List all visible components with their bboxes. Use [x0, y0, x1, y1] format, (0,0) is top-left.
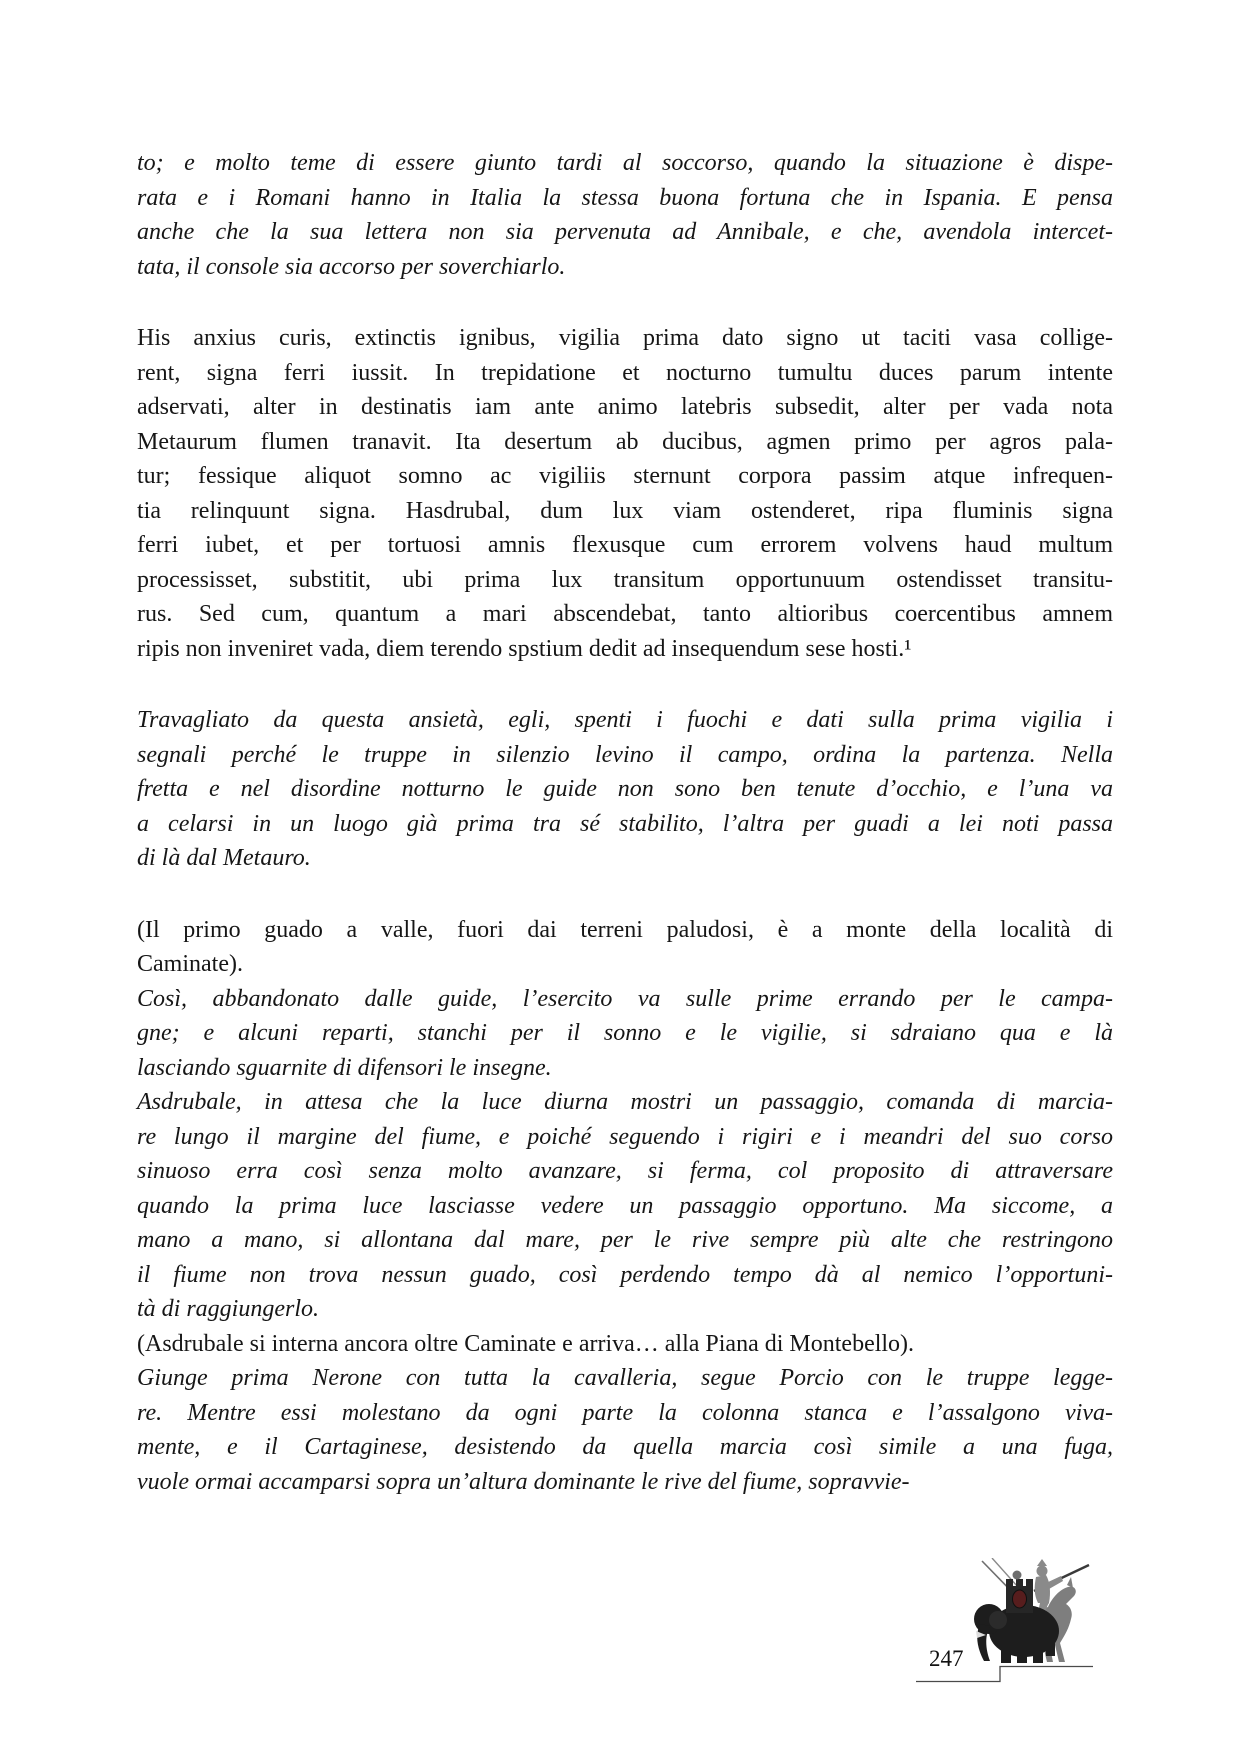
paragraph [137, 1361, 1113, 1499]
text-line: quando la prima luce lasciasse vedere un passaggio opportuno. Ma siccome, a [137, 1192, 1113, 1219]
text-line: adservati, alter in destinatis iam ante animo latebris subsedit, alter per vada nota [137, 394, 1113, 420]
paragraph [137, 703, 1113, 876]
text-line: gne; e alcuni reparti, stanchi per il sonno e le vigilie, si sdraiano qua e là [137, 1020, 1113, 1046]
text-line: His anxius curis, extinctis ignibus, vigilia prima dato signo ut taciti vasa collige- [137, 325, 1113, 351]
paragraph [137, 913, 1113, 982]
text-line: Metaurum flumen tranavit. Ita desertum ab ducibus, agmen primo per agros pala- [137, 428, 1113, 455]
text-line: mano a mano, si allontana dal mare, per le rive sempre più alte che restringono [137, 1227, 1113, 1253]
paragraph [137, 321, 1113, 666]
text-line: rata e i Romani hanno in Italia la stessa buona fortuna che in Ispania. E pensa [137, 184, 1113, 211]
text-line: sinuoso erra così senza molto avanzare, si ferma, col proposito di attraversare [137, 1158, 1113, 1184]
text-line: to; e molto teme di essere giunto tardi al soccorso, quando la situazione è dispe- [137, 150, 1113, 176]
paragraph [137, 1327, 1113, 1362]
text-line: tia relinquunt signa. Hasdrubal, dum lux viam ostenderet, ripa fluminis signa [137, 497, 1113, 524]
text-line: vuole ormai accamparsi sopra un’altura dominante le rive del fiume, sopravvie- [137, 1468, 910, 1495]
text-line: Giunge prima Nerone con tutta la cavalleria, segue Porcio con le truppe legge- [137, 1365, 1113, 1391]
text-line: ferri iubet, et per tortuosi amnis flexusque cum errorem volvens haud multum [137, 532, 1113, 558]
text-block [137, 146, 1113, 1499]
text-line: segnali perché le truppe in silenzio levino il campo, ordina la partenza. Nella [137, 741, 1113, 768]
text-line: tur; fessique aliquot somno ac vigiliis sternunt corpora passim atque infrequen- [137, 463, 1113, 489]
text-line: re lungo il margine del fiume, e poiché seguendo i rigiri e i meandri del suo corso [137, 1123, 1113, 1150]
text-line: tata, il console sia accorso per soverchiarlo. [137, 253, 566, 280]
text-line: ripis non inveniret vada, diem terendo spstium dedit ad insequendum sese hosti.¹ [137, 635, 912, 662]
text-line: anche che la sua lettera non sia pervenuta ad Annibale, e che, avendola intercet- [137, 219, 1113, 245]
text-line: Così, abbandonato dalle guide, l’esercito va sulle prime errando per le campa- [137, 985, 1113, 1012]
text-line: rent, signa ferri iussit. In trepidatione et nocturno tumultu duces parum intente [137, 359, 1113, 386]
text-line: Asdrubale, in attesa che la luce diurna mostri un passaggio, comanda di marcia- [137, 1089, 1113, 1115]
text-line: il fiume non trova nessun guado, così perdendo tempo dà al nemico l’opportuni- [137, 1261, 1113, 1288]
paragraph [137, 982, 1113, 1086]
text-line: mente, e il Cartaginese, desistendo da quella marcia così simile a una fuga, [137, 1434, 1113, 1460]
paragraph [137, 1085, 1113, 1327]
text-line: tà di raggiungerlo. [137, 1296, 320, 1322]
text-line: (Asdrubale si interna ancora oltre Caminate e arriva… alla Piana di Montebello). [137, 1330, 915, 1357]
war-elephant-illustration-icon [972, 1558, 1094, 1666]
text-line: rus. Sed cum, quantum a mari abscendebat, tanto altioribus coercentibus amnem [137, 601, 1113, 627]
text-line: Caminate). [137, 951, 243, 977]
text-line: (Il primo guado a valle, fuori dai terreni paludosi, è a monte della località di [137, 916, 1113, 943]
paragraph [137, 146, 1113, 284]
text-line: lasciando sguarnite di difensori le insegne. [137, 1054, 552, 1081]
text-line: Travagliato da questa ansietà, egli, spenti i fuochi e dati sulla prima vigilia i [137, 707, 1113, 733]
text-line: a celarsi in un luogo già prima tra sé stabilito, l’altra per guadi a lei noti passa [137, 810, 1113, 837]
text-line: fretta e nel disordine notturno le guide non sono ben tenute d’occhio, e l’una va [137, 776, 1113, 802]
page-number: 247 [929, 1646, 964, 1671]
text-line: processisset, substitit, ubi prima lux transitum opportunuum ostendisset transitu- [137, 566, 1113, 593]
text-line: di là dal Metauro. [137, 845, 311, 871]
text-line: re. Mentre essi molestano da ogni parte la colonna stanca e l’assalgono viva- [137, 1399, 1113, 1426]
